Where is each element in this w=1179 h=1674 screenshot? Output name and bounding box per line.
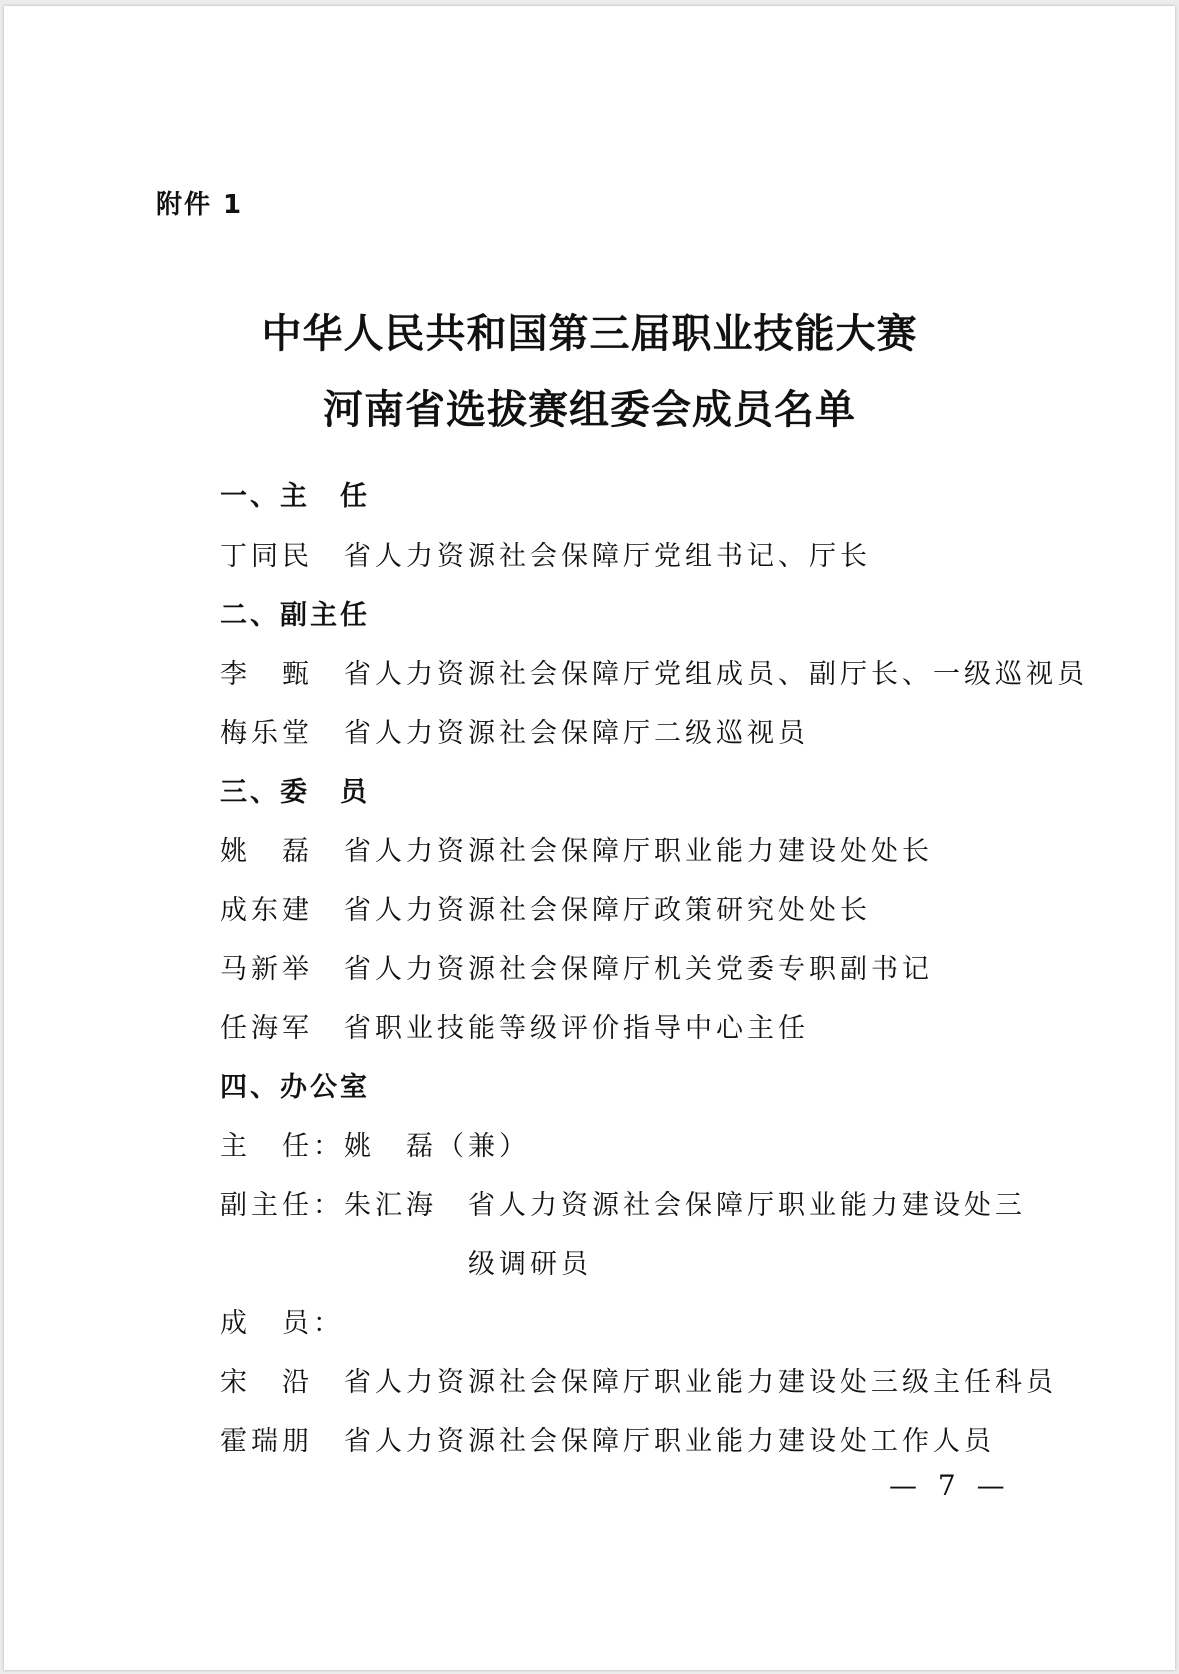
member-row: [220, 829, 933, 868]
member-name: 宋 沿: [220, 1367, 313, 1398]
member-row: [220, 652, 1088, 691]
member-row: [220, 947, 933, 986]
member-role: 省人力资源社会保障厅党组成员、副厅长、一级巡视员: [344, 659, 1088, 690]
office-deputy-label: 副主任：: [220, 1190, 344, 1221]
office-members-label: 成 员：: [220, 1308, 344, 1339]
section-heading-deputy: 二、副主任: [220, 600, 370, 631]
office-deputy-role: 省人力资源社会保障厅职业能力建设处三: [468, 1190, 1026, 1221]
section-heading-office: 四、办公室: [220, 1072, 370, 1103]
member-name: 李 甄: [220, 659, 313, 690]
member-role: 省职业技能等级评价指导中心主任: [344, 1013, 809, 1044]
member-role: 省人力资源社会保障厅党组书记、厅长: [344, 541, 871, 572]
member-role: 省人力资源社会保障厅政策研究处处长: [344, 895, 871, 926]
member-row: [220, 1006, 809, 1045]
member-role: 省人力资源社会保障厅职业能力建设处三级主任科员: [344, 1367, 1057, 1398]
document-title-line2: 河南省选拔赛组委会成员名单: [323, 387, 856, 433]
office-deputy-row: [220, 1183, 1026, 1222]
document-title-line1: 中华人民共和国第三届职业技能大赛: [261, 311, 918, 357]
page-number: — 7 —: [889, 1469, 1011, 1502]
member-role: 省人力资源社会保障厅职业能力建设处工作人员: [344, 1426, 995, 1457]
member-row: [220, 1419, 995, 1458]
member-role: 省人力资源社会保障厅职业能力建设处处长: [344, 836, 933, 867]
office-deputy-role-continued: 级调研员: [468, 1249, 592, 1280]
member-name: 马新举: [220, 954, 313, 985]
member-name: 霍瑞朋: [220, 1426, 313, 1457]
attachment-label: 附件 1: [156, 190, 244, 220]
member-row: [220, 534, 871, 573]
section-heading-committee: 三、委 员: [220, 777, 370, 808]
member-role: 省人力资源社会保障厅机关党委专职副书记: [344, 954, 933, 985]
office-director-line: 主 任：姚 磊（兼）: [220, 1131, 530, 1162]
member-name: 梅乐堂: [220, 718, 313, 749]
office-deputy-name: 朱汇海: [344, 1190, 437, 1221]
member-name: 姚 磊: [220, 836, 313, 867]
member-name: 成东建: [220, 895, 313, 926]
member-role: 省人力资源社会保障厅二级巡视员: [344, 718, 809, 749]
member-row: [220, 711, 809, 750]
document-page: [4, 6, 1175, 1670]
section-heading-director: 一、主 任: [220, 481, 370, 512]
member-row: [220, 1360, 1057, 1399]
member-name: 任海军: [220, 1013, 313, 1044]
member-name: 丁同民: [220, 541, 313, 572]
member-row: [220, 888, 871, 927]
